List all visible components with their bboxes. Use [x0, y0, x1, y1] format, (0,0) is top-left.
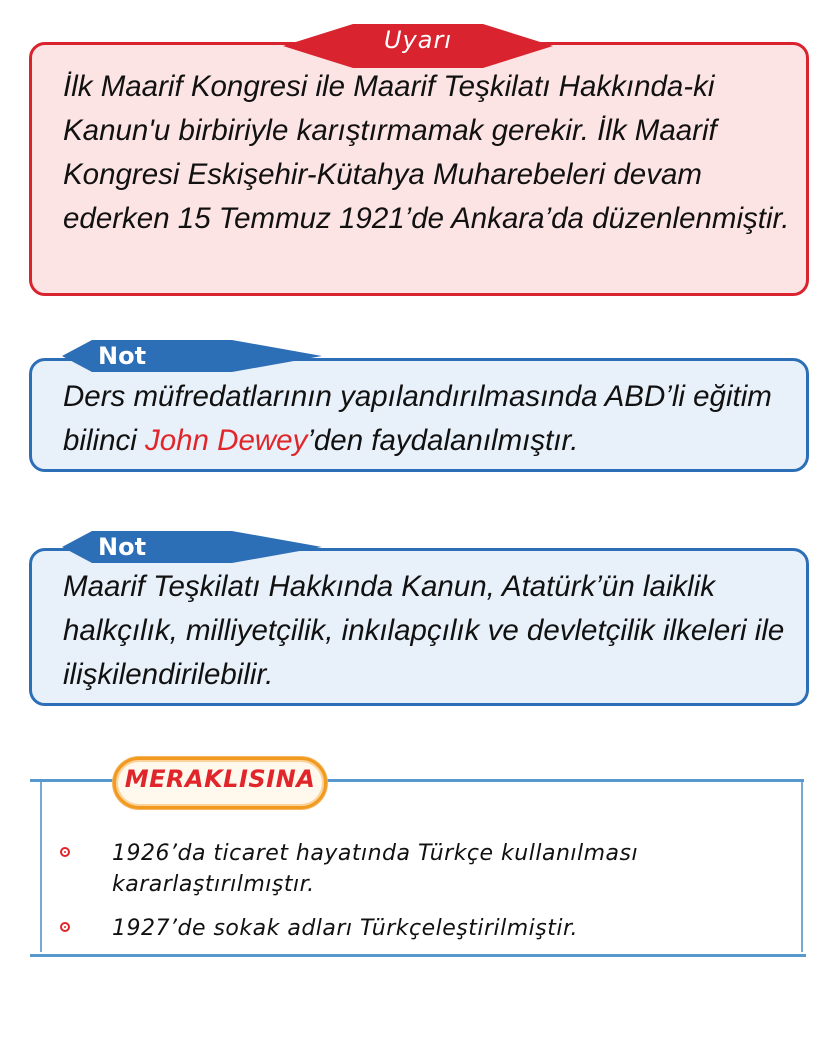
- note-1-text-after: ’den faydalanılmıştır.: [307, 424, 579, 457]
- note-1-label: Not: [98, 342, 147, 370]
- note-1-highlight: John Dewey: [144, 424, 308, 457]
- note-box-2: [29, 548, 809, 706]
- warning-box: [29, 42, 809, 296]
- meraklisina-item-text: 1926’da ticaret hayatında Türkçe kullanılması kararlaştırılmıştır.: [112, 841, 639, 897]
- meraklisina-right-line: [801, 782, 803, 952]
- meraklisina-top-rule-left: [30, 779, 116, 782]
- meraklisina-item-text: 1927’de sokak adları Türkçeleştirilmiştir.: [112, 916, 579, 941]
- note-2-label: Not: [98, 533, 147, 561]
- warning-label: Uyarı: [383, 26, 452, 54]
- note-1-text-before: Ders müfredatlarının yapılandırılmasında ABD’li eğitim bilinci: [63, 380, 772, 457]
- meraklisina-bottom-rule: [30, 954, 806, 957]
- meraklisina-left-line: [40, 782, 42, 952]
- note-2-text: Maarif Teşkilatı Hakkında Kanun, Atatürk’ün laiklik halkçılık, milliyetçilik, inkılapçılık ve devletçilik ilkeleri ile ilişkilendirilebilir.: [63, 570, 785, 691]
- note-1-text: [63, 375, 803, 463]
- bullet-circle-icon: [60, 922, 70, 932]
- meraklisina-title: MERAKLISINA: [124, 765, 316, 793]
- note-box-1: [29, 358, 809, 472]
- warning-text: İlk Maarif Kongresi ile Maarif Teşkilatı Hakkında-ki Kanun'u birbiriyle karıştırmamak gerekir. İlk Maarif Kongresi Eskişehir-Kütahya Muharebeleri devam ederken 15 Temmuz 1921’de Ankara’da düzenlenmiştir.: [63, 70, 790, 235]
- meraklisina-top-rule-right: [326, 779, 804, 782]
- bullet-circle-icon: [60, 847, 70, 857]
